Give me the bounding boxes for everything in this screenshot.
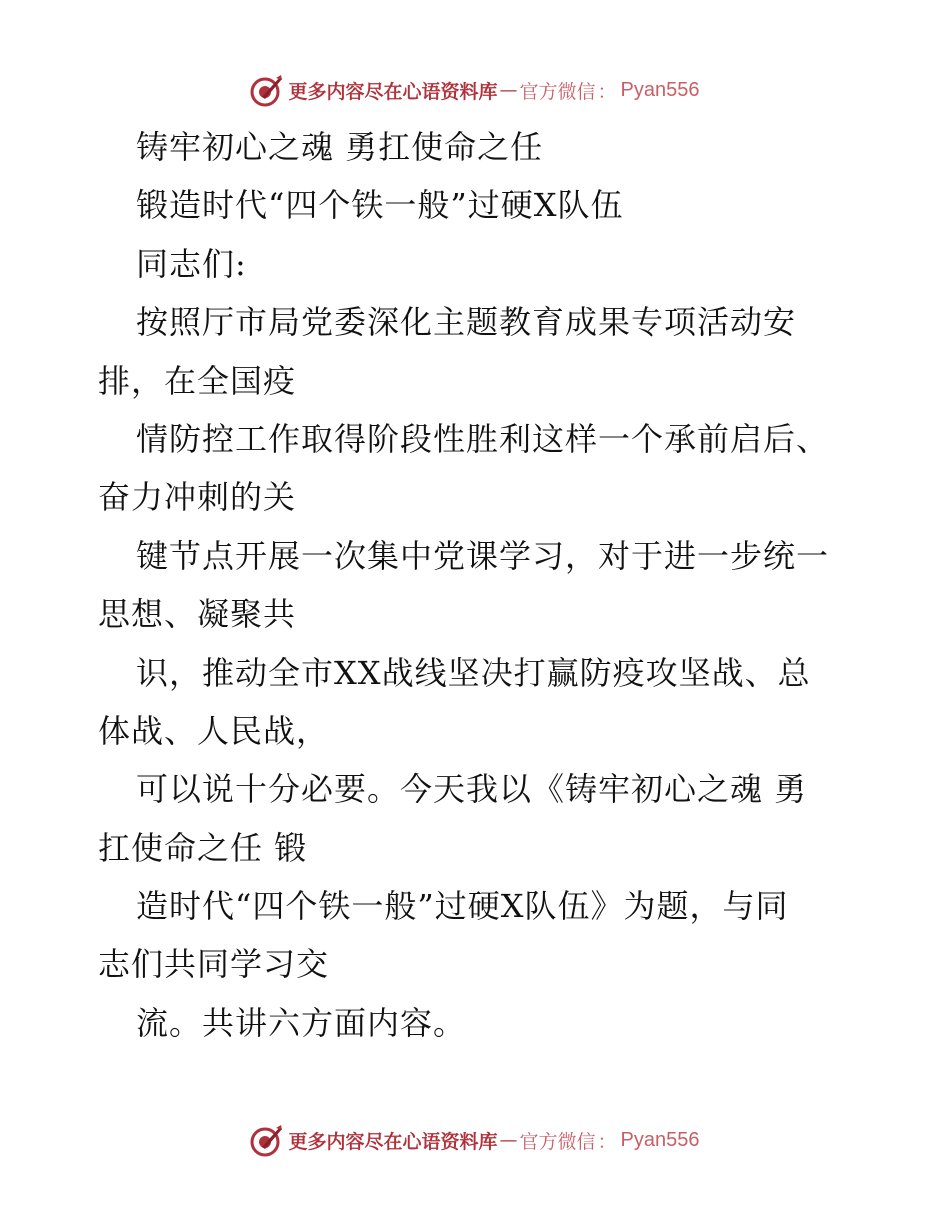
doc-line: 体战、人民战， xyxy=(98,711,330,750)
header-banner xyxy=(0,70,950,110)
header-wechat-label: 官方微信 xyxy=(519,80,596,103)
doc-line: 奋力冲刺的关 xyxy=(98,478,297,517)
quill-logo-icon xyxy=(250,73,284,107)
footer-separator: — xyxy=(499,1129,518,1151)
doc-line: 可以说十分必要。今天我以《铸牢初心之魂 勇 xyxy=(136,770,808,809)
doc-line: 识，推动全市XX战线坚决打赢防疫攻坚战、总 xyxy=(136,653,811,692)
document-body xyxy=(98,118,858,1052)
doc-line: 按照厅市局党委深化主题教育成果专项活动安 xyxy=(136,303,797,342)
header-brand-text: 更多内容尽在心语资料库 xyxy=(288,80,498,103)
quill-logo-icon xyxy=(250,1123,284,1157)
doc-line: 排，在全国疫 xyxy=(98,361,297,400)
footer-colon: ： xyxy=(597,1130,617,1153)
doc-line: 键节点开展一次集中党课学习，对于进一步统一 xyxy=(136,536,830,575)
doc-line: 扛使命之任 锻 xyxy=(98,828,308,867)
header-colon: ： xyxy=(597,80,617,103)
footer-banner xyxy=(0,1120,950,1160)
doc-line: 铸牢初心之魂 勇扛使命之任 xyxy=(136,128,544,166)
doc-line: 造时代“四个铁一般”过硬X队伍》为题，与同 xyxy=(136,887,789,926)
footer-brand-text: 更多内容尽在心语资料库 xyxy=(288,1130,498,1153)
doc-line: 情防控工作取得阶段性胜利这样一个承前启后、 xyxy=(136,419,830,458)
doc-line: 锻造时代“四个铁一般”过硬X队伍 xyxy=(136,186,624,225)
header-separator: — xyxy=(499,79,518,101)
footer-wechat-label: 官方微信 xyxy=(519,1130,596,1153)
footer-account: Pyan556 xyxy=(620,1128,700,1151)
header-account: Pyan556 xyxy=(620,78,700,101)
doc-line: 思想、凝聚共 xyxy=(98,595,297,634)
doc-line: 志们共同学习交 xyxy=(98,945,330,984)
doc-line: 同志们: xyxy=(136,244,247,283)
doc-line: 流。共讲六方面内容。 xyxy=(136,1003,467,1042)
